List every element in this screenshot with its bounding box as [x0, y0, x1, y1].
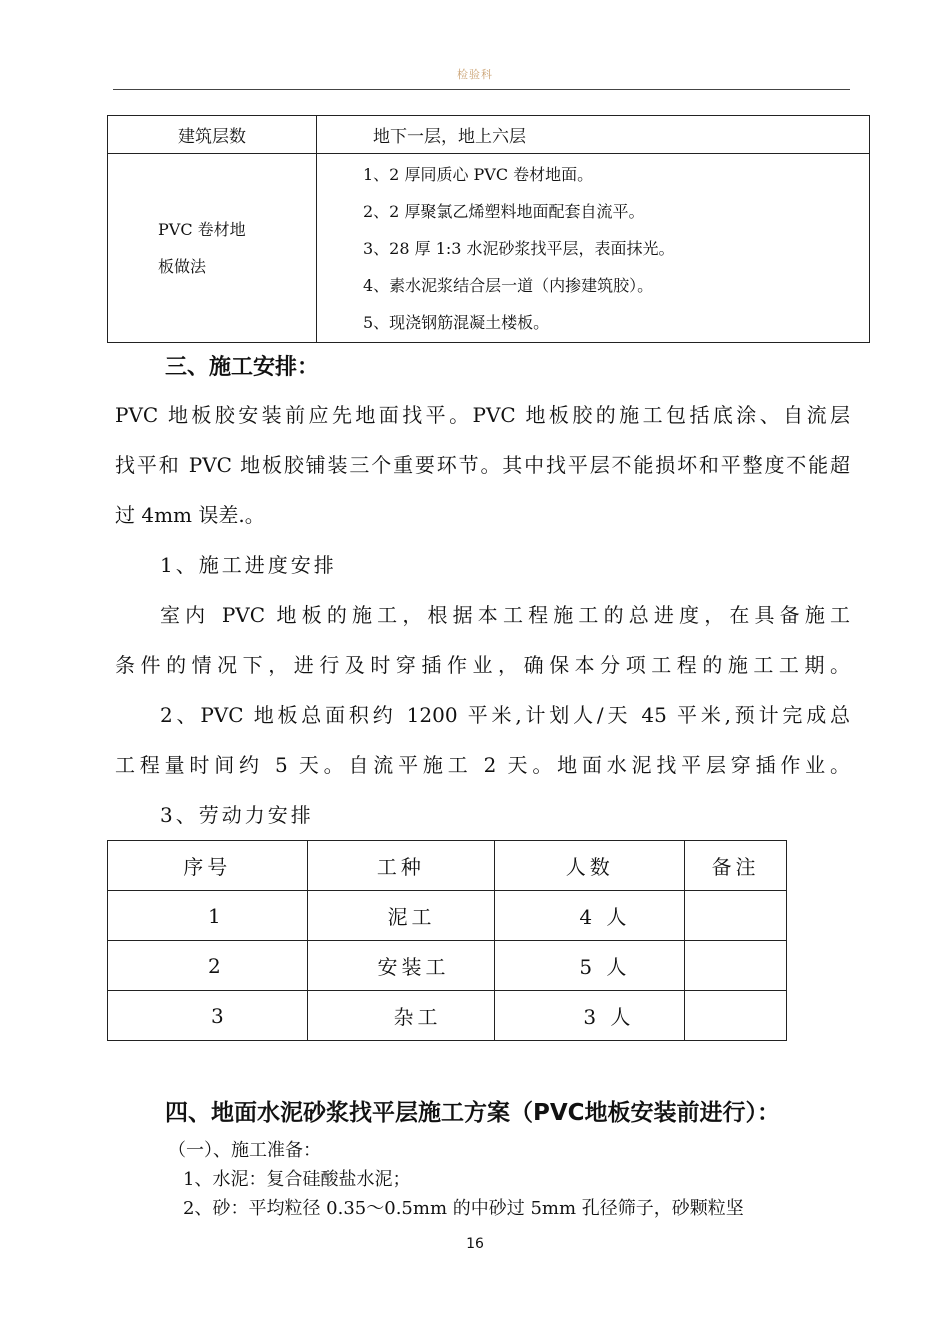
list-item: 2、2 厚聚氯乙烯塑料地面配套自流平。	[363, 202, 645, 221]
table-cell: 安装工	[307, 941, 495, 991]
table-cell: 5 人	[495, 941, 685, 991]
paragraph-line: 条件的情况下，进行及时穿插作业，确保本分项工程的施工工期。	[115, 653, 850, 677]
column-header: 备注	[685, 841, 787, 891]
table-cell: 3	[108, 991, 308, 1041]
list-item: 2、砂：平均粒径 0.35～0.5mm 的中砂过 5mm 孔径筛子，砂颗粒坚	[183, 1198, 744, 1219]
pvc-method-steps	[317, 154, 870, 343]
pvc-method-label	[108, 154, 317, 343]
table-row	[108, 941, 787, 991]
page-header-watermark: 检验科	[457, 68, 493, 81]
pvc-method-label-line1: PVC 卷材地	[158, 220, 246, 239]
flooring-spec-table	[107, 115, 870, 343]
list-item: 1、2 厚同质心 PVC 卷材地面。	[363, 165, 594, 184]
paragraph-line: PVC 地板胶安装前应先地面找平。PVC 地板胶的施工包括底涂、自流层	[115, 403, 850, 427]
table-row	[108, 891, 787, 941]
table-row	[108, 154, 870, 343]
column-header: 序号	[108, 841, 308, 891]
column-header: 人数	[495, 841, 685, 891]
table-header-row	[108, 841, 787, 891]
pvc-method-label-line2: 板做法	[158, 257, 207, 276]
table-cell	[685, 941, 787, 991]
subsection3-title: 3、劳动力安排	[160, 803, 314, 827]
column-header: 工种	[307, 841, 495, 891]
subsection1-title: 1、施工进度安排	[160, 553, 337, 577]
table-cell	[685, 891, 787, 941]
list-item: 3、28 厚 1:3 水泥砂浆找平层，表面抹光。	[363, 239, 675, 258]
paragraph-line: 找平和 PVC 地板胶铺装三个重要环节。其中找平层不能损坏和平整度不能超	[115, 453, 850, 477]
table-cell: 2	[108, 941, 308, 991]
floors-label: 建筑层数	[108, 116, 317, 154]
table-cell: 1	[108, 891, 308, 941]
paragraph-line: 室内 PVC 地板的施工，根据本工程施工的总进度，在具备施工	[160, 603, 850, 627]
paragraph-line: 工程量时间约 5 天。自流平施工 2 天。地面水泥找平层穿插作业。	[115, 753, 850, 777]
section4-title: 四、地面水泥砂浆找平层施工方案（PVC地板安装前进行）：	[165, 1100, 781, 1126]
section3-title: 三、施工安排：	[165, 355, 320, 380]
paragraph-line: 2、PVC 地板总面积约 1200 平米,计划人/天 45 平米,预计完成总	[160, 703, 850, 727]
floors-value: 地下一层，地上六层	[317, 116, 870, 154]
table-cell: 杂工	[307, 991, 495, 1041]
list-item: 4、素水泥浆结合层一道（内掺建筑胶）。	[363, 276, 654, 295]
page-number: 16	[466, 1236, 484, 1252]
labor-table	[107, 840, 787, 1041]
table-cell: 3 人	[495, 991, 685, 1041]
table-cell: 4 人	[495, 891, 685, 941]
list-item: 1、水泥：复合硅酸盐水泥；	[183, 1169, 411, 1190]
list-item: 5、现浇钢筋混凝土楼板。	[363, 313, 550, 332]
table-row	[108, 991, 787, 1041]
paragraph-line: 过 4mm 误差.。	[115, 503, 265, 527]
table-cell	[685, 991, 787, 1041]
table-cell: 泥工	[307, 891, 495, 941]
header-rule	[113, 89, 850, 90]
prep-title: （一）、施工准备：	[168, 1140, 321, 1161]
table-row	[108, 116, 870, 154]
